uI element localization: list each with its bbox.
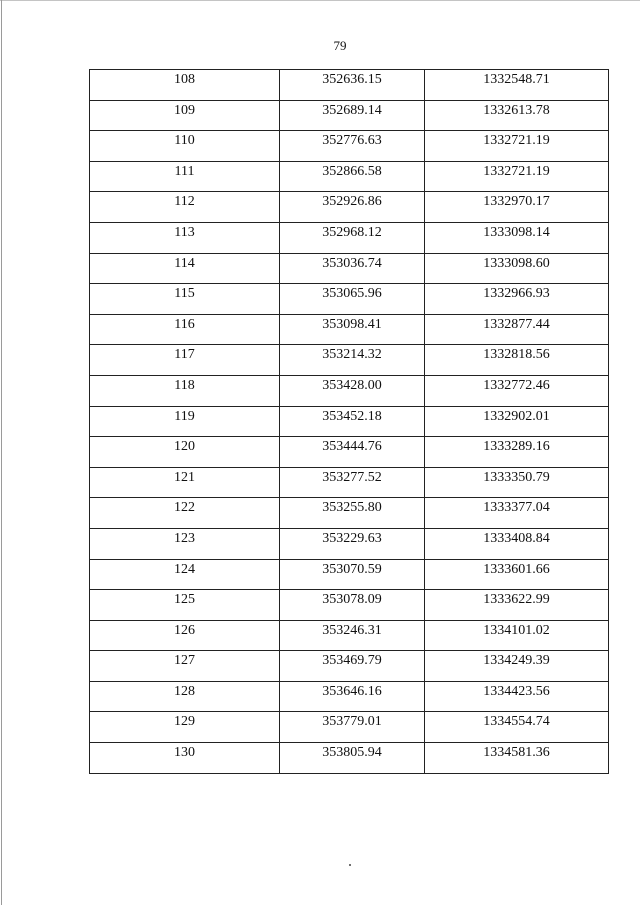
x-coordinate-cell: 353779.01 <box>280 712 425 743</box>
table-row <box>90 651 609 682</box>
x-coordinate-cell: 353277.52 <box>280 467 425 498</box>
y-coordinate-cell: 1332818.56 <box>425 345 609 376</box>
page-top-edge <box>0 0 640 1</box>
table-row <box>90 345 609 376</box>
point-number-cell: 119 <box>90 406 280 437</box>
page-number: 79 <box>333 38 347 53</box>
y-coordinate-cell: 1333098.14 <box>425 222 609 253</box>
point-number-cell: 125 <box>90 590 280 621</box>
y-coordinate-cell: 1333601.66 <box>425 559 609 590</box>
x-coordinate-cell: 353428.00 <box>280 375 425 406</box>
point-number-cell: 110 <box>90 131 280 162</box>
x-coordinate-cell: 352866.58 <box>280 161 425 192</box>
y-coordinate-cell: 1332721.19 <box>425 161 609 192</box>
point-number-cell: 121 <box>90 467 280 498</box>
x-coordinate-cell: 353255.80 <box>280 498 425 529</box>
table-row <box>90 620 609 651</box>
point-number-cell: 111 <box>90 161 280 192</box>
y-coordinate-cell: 1332902.01 <box>425 406 609 437</box>
x-coordinate-cell: 352926.86 <box>280 192 425 223</box>
y-coordinate-cell: 1334423.56 <box>425 681 609 712</box>
x-coordinate-cell: 352776.63 <box>280 131 425 162</box>
y-coordinate-cell: 1333408.84 <box>425 528 609 559</box>
point-number-cell: 127 <box>90 651 280 682</box>
y-coordinate-cell: 1332613.78 <box>425 100 609 131</box>
table-row <box>90 590 609 621</box>
point-number-cell: 112 <box>90 192 280 223</box>
table-row <box>90 375 609 406</box>
point-number-cell: 108 <box>90 70 280 101</box>
point-number-cell: 114 <box>90 253 280 284</box>
scan-speck <box>349 864 351 866</box>
point-number-cell: 124 <box>90 559 280 590</box>
table-row <box>90 161 609 192</box>
point-number-cell: 122 <box>90 498 280 529</box>
x-coordinate-cell: 353646.16 <box>280 681 425 712</box>
x-coordinate-cell: 353036.74 <box>280 253 425 284</box>
y-coordinate-cell: 1334249.39 <box>425 651 609 682</box>
x-coordinate-cell: 352689.14 <box>280 100 425 131</box>
coordinate-table-body <box>90 70 609 774</box>
y-coordinate-cell: 1332721.19 <box>425 131 609 162</box>
point-number-cell: 109 <box>90 100 280 131</box>
y-coordinate-cell: 1334581.36 <box>425 743 609 774</box>
table-row <box>90 70 609 101</box>
point-number-cell: 129 <box>90 712 280 743</box>
table-row <box>90 131 609 162</box>
x-coordinate-cell: 353469.79 <box>280 651 425 682</box>
point-number-cell: 123 <box>90 528 280 559</box>
table-row <box>90 467 609 498</box>
table-row <box>90 712 609 743</box>
table-row <box>90 528 609 559</box>
point-number-cell: 116 <box>90 314 280 345</box>
y-coordinate-cell: 1333098.60 <box>425 253 609 284</box>
x-coordinate-cell: 352968.12 <box>280 222 425 253</box>
table-row <box>90 222 609 253</box>
x-coordinate-cell: 353229.63 <box>280 528 425 559</box>
x-coordinate-cell: 353246.31 <box>280 620 425 651</box>
x-coordinate-cell: 353098.41 <box>280 314 425 345</box>
y-coordinate-cell: 1333377.04 <box>425 498 609 529</box>
table-row <box>90 743 609 774</box>
point-number-cell: 130 <box>90 743 280 774</box>
table-row <box>90 559 609 590</box>
point-number-cell: 120 <box>90 437 280 468</box>
y-coordinate-cell: 1332548.71 <box>425 70 609 101</box>
point-number-cell: 117 <box>90 345 280 376</box>
page-left-edge <box>1 0 2 905</box>
coordinate-table <box>89 69 609 774</box>
table-row <box>90 192 609 223</box>
y-coordinate-cell: 1333289.16 <box>425 437 609 468</box>
x-coordinate-cell: 352636.15 <box>280 70 425 101</box>
point-number-cell: 126 <box>90 620 280 651</box>
y-coordinate-cell: 1332970.17 <box>425 192 609 223</box>
x-coordinate-cell: 353070.59 <box>280 559 425 590</box>
y-coordinate-cell: 1333350.79 <box>425 467 609 498</box>
table-row <box>90 681 609 712</box>
table-row <box>90 437 609 468</box>
table-row <box>90 253 609 284</box>
table-row <box>90 100 609 131</box>
x-coordinate-cell: 353452.18 <box>280 406 425 437</box>
y-coordinate-cell: 1334101.02 <box>425 620 609 651</box>
table-row <box>90 284 609 315</box>
x-coordinate-cell: 353444.76 <box>280 437 425 468</box>
y-coordinate-cell: 1332772.46 <box>425 375 609 406</box>
table-row <box>90 498 609 529</box>
x-coordinate-cell: 353805.94 <box>280 743 425 774</box>
y-coordinate-cell: 1332877.44 <box>425 314 609 345</box>
point-number-cell: 118 <box>90 375 280 406</box>
y-coordinate-cell: 1332966.93 <box>425 284 609 315</box>
x-coordinate-cell: 353214.32 <box>280 345 425 376</box>
table-row <box>90 406 609 437</box>
table-row <box>90 314 609 345</box>
x-coordinate-cell: 353065.96 <box>280 284 425 315</box>
y-coordinate-cell: 1333622.99 <box>425 590 609 621</box>
point-number-cell: 128 <box>90 681 280 712</box>
point-number-cell: 115 <box>90 284 280 315</box>
x-coordinate-cell: 353078.09 <box>280 590 425 621</box>
point-number-cell: 113 <box>90 222 280 253</box>
y-coordinate-cell: 1334554.74 <box>425 712 609 743</box>
